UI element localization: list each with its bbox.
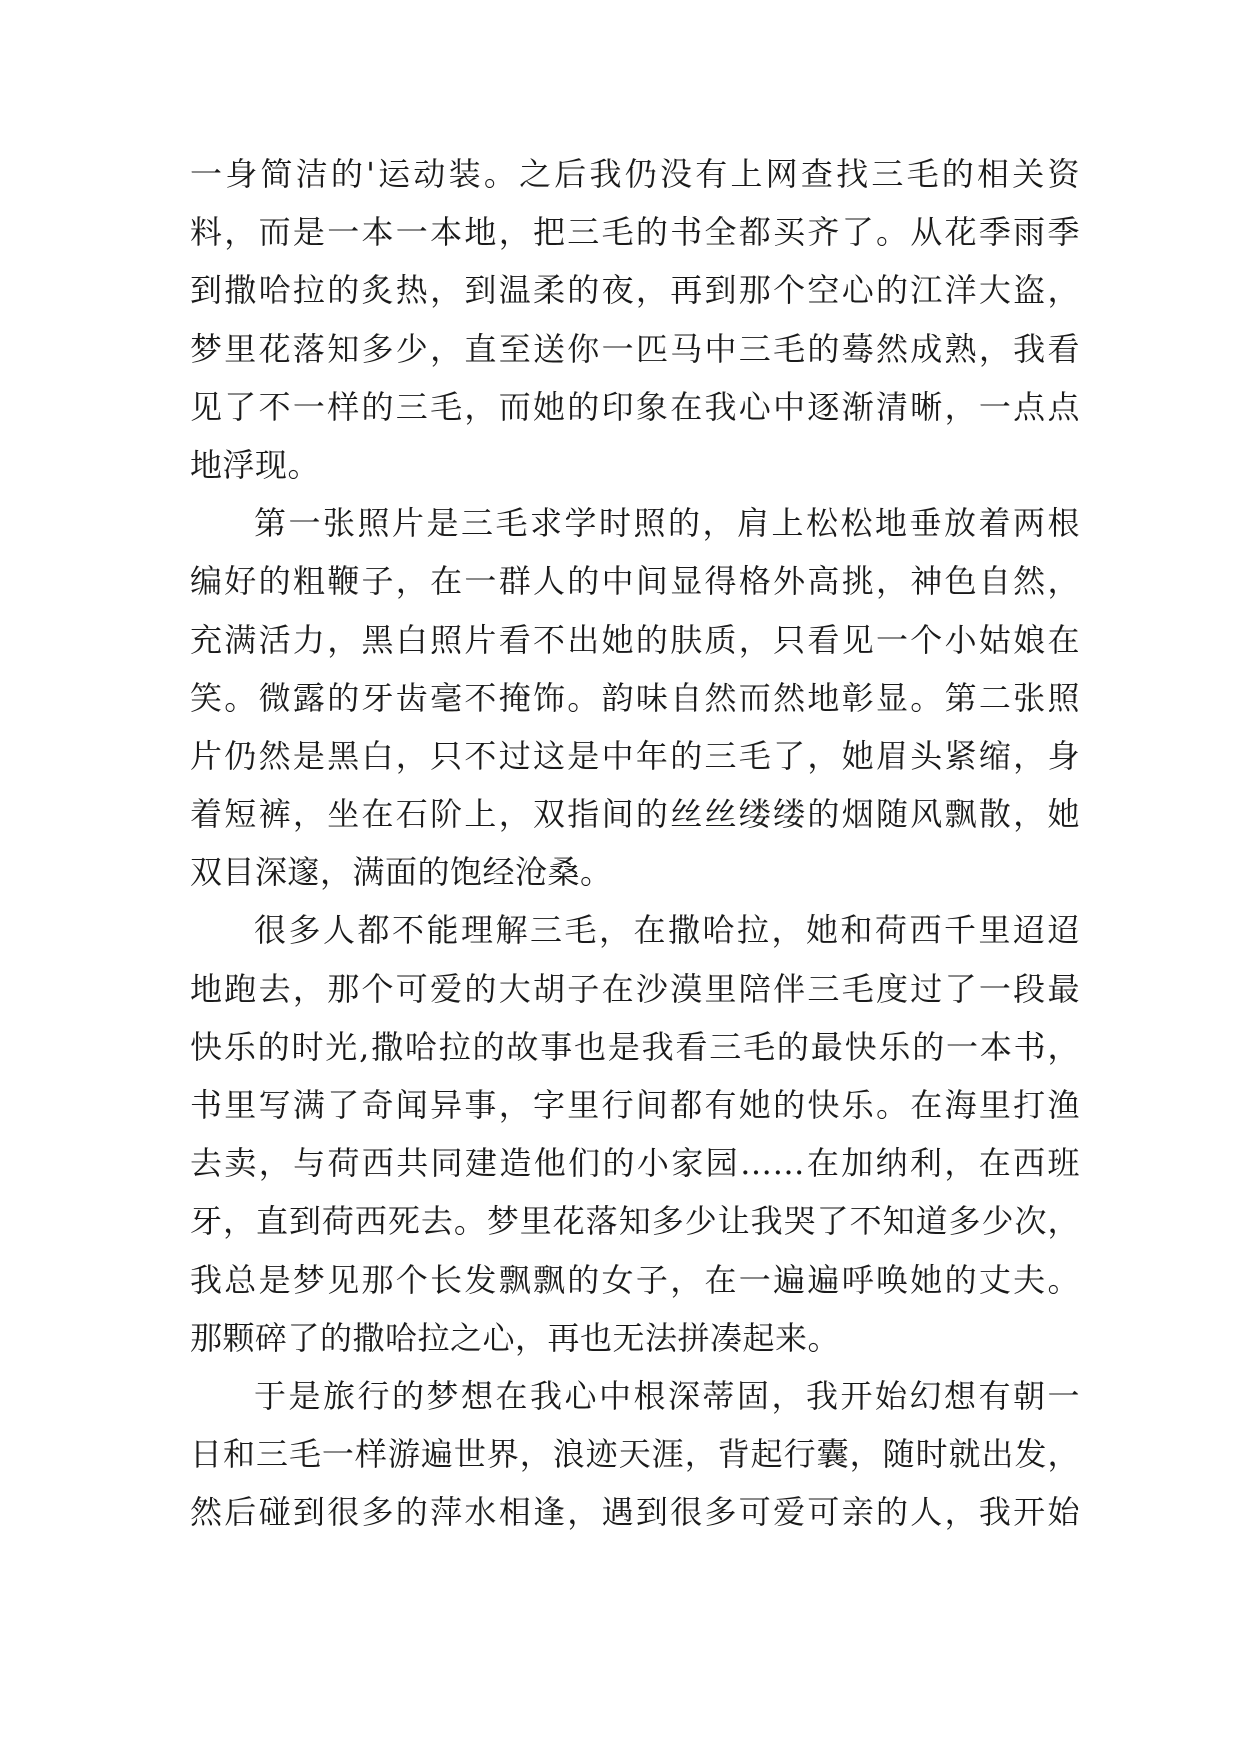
text-line: 快乐的时光,撒哈拉的故事也是我看三毛的最快乐的一本书，	[190, 1027, 1080, 1066]
text-line: 地跑去，那个可爱的大胡子在沙漠里陪伴三毛度过了一段最	[190, 969, 1080, 1008]
text-line: 梦里花落知多少，直至送你一匹马中三毛的蓦然成熟，我看	[190, 329, 1080, 368]
text-line: 那颗碎了的撒哈拉之心，再也无法拼凑起来。	[190, 1318, 841, 1357]
body-text	[190, 145, 1080, 1542]
text-line: 然后碰到很多的萍水相逢，遇到很多可爱可亲的人，我开始	[190, 1493, 1080, 1532]
text-line: 笑。微露的牙齿毫不掩饰。韵味自然而然地彰显。第二张照	[190, 678, 1080, 717]
text-line: 料，而是一本一本地，把三毛的书全都买齐了。从花季雨季	[190, 213, 1080, 252]
text-line: 地浮现。	[190, 445, 321, 484]
text-line: 片仍然是黑白，只不过这是中年的三毛了，她眉头紧缩，身	[190, 736, 1080, 775]
text-line: 到撒哈拉的炙热，到温柔的夜，再到那个空心的江洋大盗，	[190, 271, 1080, 310]
text-line: 见了不一样的三毛，而她的印象在我心中逐渐清晰，一点点	[190, 387, 1080, 426]
text-line: 很多人都不能理解三毛，在撒哈拉，她和荷西千里迢迢	[254, 911, 1080, 950]
text-line: 编好的粗鞭子，在一群人的中间显得格外高挑，神色自然，	[190, 562, 1080, 601]
text-line: 书里写满了奇闻异事，字里行间都有她的快乐。在海里打渔	[190, 1086, 1080, 1124]
text-line: 去卖，与荷西共同建造他们的小家园……在加纳利，在西班	[190, 1144, 1080, 1183]
text-line: 于是旅行的梦想在我心中根深蒂固，我开始幻想有朝一	[254, 1376, 1080, 1415]
text-line: 我总是梦见那个长发飘飘的女子，在一遍遍呼唤她的丈夫。	[190, 1260, 1080, 1299]
text-line: 日和三毛一样游遍世界，浪迹天涯，背起行囊，随时就出发，	[190, 1435, 1080, 1474]
text-line: 一身简洁的'运动装。之后我仍没有上网查找三毛的相关资	[190, 155, 1080, 193]
text-line: 第一张照片是三毛求学时照的，肩上松松地垂放着两根	[254, 504, 1080, 543]
text-line: 着短裤，坐在石阶上，双指间的丝丝缕缕的烟随风飘散，她	[190, 795, 1080, 834]
text-line: 充满活力，黑白照片看不出她的肤质，只看见一个小姑娘在	[190, 620, 1080, 659]
text-line: 牙，直到荷西死去。梦里花落知多少让我哭了不知道多少次，	[190, 1202, 1080, 1241]
text-line: 双目深邃，满面的饱经沧桑。	[190, 853, 613, 892]
